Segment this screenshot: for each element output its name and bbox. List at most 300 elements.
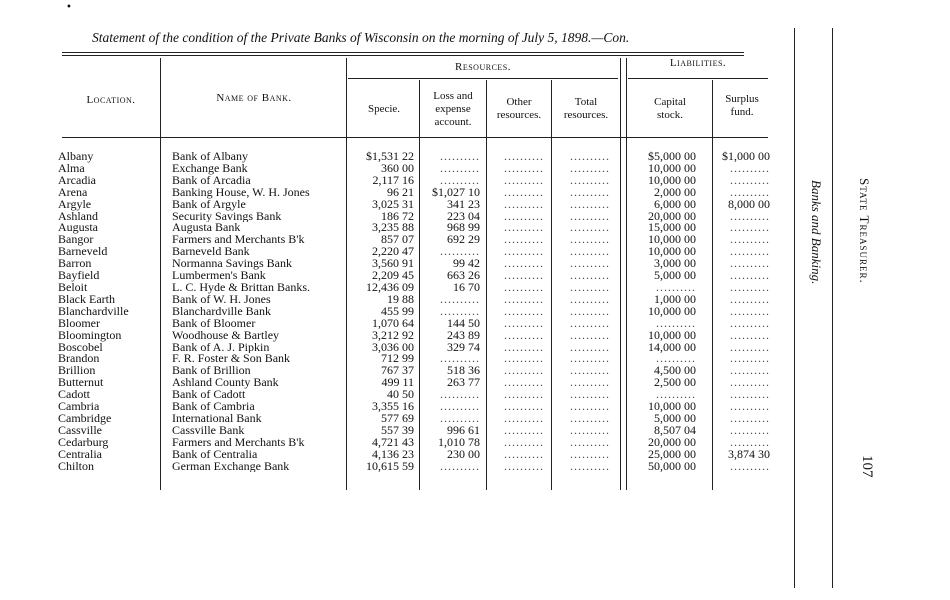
table-cell-bank: Woodhouse & Bartley (172, 329, 280, 342)
table-cell-capital-stock (610, 353, 696, 365)
table-cell-other-resources (480, 211, 544, 223)
table-row (58, 258, 770, 270)
table-cell-surplus-fund: 8,000 00 (728, 198, 770, 211)
table-cell-capital-stock (610, 318, 696, 330)
leader-dots: .......... (730, 353, 770, 366)
table-cell-total-resources (544, 187, 610, 199)
table-cell-loss-expense (414, 175, 480, 187)
table-cell-surplus-fund (696, 389, 770, 401)
table-cell-location: Cassville (58, 424, 102, 437)
table-cell-bank: F. R. Foster & Son Bank (172, 353, 291, 366)
table-row (58, 330, 770, 342)
table-row (58, 306, 770, 318)
leader-dots: .......... (570, 305, 610, 318)
table-cell-capital-stock: 10,000 00 (648, 162, 696, 175)
table-cell-surplus-fund (696, 222, 770, 234)
leader-dots: .......... (570, 389, 610, 402)
table-cell-capital-stock: 5,000 00 (654, 412, 696, 425)
table-cell-surplus-fund (696, 342, 770, 354)
table-cell-surplus-fund (696, 163, 770, 175)
table-cell-specie: 12,436 09 (366, 281, 414, 294)
leader-dots: .......... (656, 389, 696, 402)
table-cell-capital-stock: 20,000 00 (648, 436, 696, 449)
leader-dots: .......... (504, 270, 544, 282)
leader-dots: .......... (504, 401, 544, 413)
table-cell-bank: Banking House, W. H. Jones (172, 186, 310, 199)
table-cell-bank: Augusta Bank (172, 222, 241, 235)
table-cell-total-resources (544, 461, 610, 473)
table-row (58, 318, 770, 330)
table-cell-other-resources (480, 330, 544, 342)
table-cell-other-resources (480, 377, 544, 389)
table-cell-capital-stock: 2,000 00 (654, 186, 696, 199)
leader-dots: .......... (656, 353, 696, 366)
table-cell-loss-expense (414, 461, 480, 473)
header-other-resources (487, 96, 551, 122)
leader-dots: .......... (440, 412, 480, 425)
leader-dots: .......... (730, 329, 770, 342)
table-cell-location: Beloit (58, 281, 88, 294)
table-cell-surplus-fund (696, 234, 770, 246)
table-cell-capital-stock: 2,500 00 (654, 377, 696, 390)
table-cell-loss-expense (414, 163, 480, 175)
table-cell-bank: Bank of Cambria (172, 401, 255, 413)
table-cell-other-resources (480, 353, 544, 365)
table-cell-specie: 4,721 43 (372, 436, 414, 449)
table-cell-surplus-fund (696, 187, 770, 199)
table-cell-other-resources (480, 294, 544, 306)
table-row (58, 413, 770, 425)
leader-dots: .......... (570, 401, 610, 413)
header-loss-line3: account. (434, 116, 472, 128)
table-cell-loss-expense: 329 74 (447, 341, 480, 354)
header-loss-line2: expense (435, 103, 471, 115)
table-cell-location: Chilton (58, 460, 95, 473)
header-liabilities: Liabilities. (669, 57, 727, 69)
table-cell-loss-expense (414, 413, 480, 425)
table-cell-location: Argyle (58, 198, 92, 211)
table-cell-specie: 3,235 88 (372, 222, 414, 235)
leader-dots: .......... (504, 389, 544, 402)
table-cell-total-resources (544, 270, 610, 282)
table-cell-capital-stock: 14,000 00 (648, 341, 696, 354)
table-cell-surplus-fund: 3,874 30 (728, 448, 770, 461)
header-capital-line2: stock. (657, 109, 683, 121)
leader-dots: .......... (440, 305, 480, 318)
table-row (58, 270, 770, 282)
table-cell-location: Augusta (58, 222, 98, 235)
leader-dots: .......... (570, 377, 610, 390)
table-cell-loss-expense: 518 36 (447, 365, 480, 378)
table-cell-specie: 3,355 16 (372, 401, 414, 413)
leader-dots: .......... (570, 210, 610, 223)
table-cell-loss-expense: 692 29 (447, 234, 480, 247)
table-cell-loss-expense (414, 401, 480, 413)
table-row (58, 163, 770, 175)
leader-dots: .......... (730, 436, 770, 449)
leader-dots: .......... (504, 246, 544, 259)
leader-dots: .......... (504, 460, 544, 473)
table-cell-surplus-fund (696, 258, 770, 270)
leader-dots: .......... (730, 305, 770, 318)
header-other-line2: resources. (496, 109, 542, 121)
table-cell-surplus-fund (696, 306, 770, 318)
table-cell-bank: Bank of Centralia (172, 448, 258, 461)
table-cell-capital-stock: 20,000 00 (648, 210, 696, 223)
table-cell-capital-stock: 10,000 00 (648, 305, 696, 318)
table-cell-other-resources (480, 365, 544, 377)
leader-dots: .......... (730, 270, 770, 282)
table-cell-location: Ashland (58, 210, 98, 223)
table-cell-bank: Security Savings Bank (172, 210, 282, 223)
liabilities-rule (628, 78, 768, 79)
table-cell-other-resources (480, 270, 544, 282)
table-cell-bank: L. C. Hyde & Brittan Banks. (172, 281, 310, 294)
table-cell-capital-stock: 10,000 00 (648, 174, 696, 187)
table-cell-location: Centralia (58, 448, 102, 461)
table-cell-total-resources (544, 163, 610, 175)
table-cell-specie: 857 07 (381, 234, 414, 247)
table-cell-loss-expense: 996 61 (447, 424, 480, 437)
table-row (58, 199, 770, 211)
table-cell-specie: 2,117 16 (372, 174, 414, 187)
stray-mark: • (66, 2, 72, 13)
table-row (58, 246, 770, 258)
header-capital-stock (628, 96, 712, 122)
leader-dots: .......... (440, 246, 480, 259)
table-cell-location: Bloomer (58, 317, 100, 330)
table-cell-location: Butternut (58, 377, 104, 390)
table-cell-specie: 557 39 (381, 424, 414, 437)
table-cell-capital-stock: 4,500 00 (654, 365, 696, 378)
table-cell-total-resources (544, 413, 610, 425)
table-cell-location: Arcadia (58, 174, 96, 187)
table-row (58, 342, 770, 354)
table-cell-bank: Farmers and Merchants B'k (172, 234, 305, 247)
leader-dots: .......... (730, 412, 770, 425)
leader-dots: .......... (730, 281, 770, 294)
leader-dots: .......... (440, 293, 480, 306)
header-total-line2: resources. (563, 109, 609, 121)
table-cell-loss-expense: 263 77 (447, 377, 480, 390)
table-cell-bank: Farmers and Merchants B'k (172, 436, 305, 449)
table-cell-other-resources (480, 461, 544, 473)
leader-dots: .......... (730, 186, 770, 199)
leader-dots: .......... (730, 258, 770, 271)
table-cell-capital-stock: $5,000 00 (648, 151, 696, 163)
table-cell-specie: 4,136 23 (372, 448, 414, 461)
table-cell-other-resources (480, 306, 544, 318)
table-cell-bank: International Bank (172, 412, 262, 425)
leader-dots: .......... (440, 162, 480, 175)
table-cell-specie: 96 21 (387, 186, 414, 199)
table-cell-surplus-fund (696, 377, 770, 389)
table-cell-specie: 767 37 (381, 365, 414, 378)
page-edge-rule-2 (832, 28, 833, 588)
table-cell-total-resources (544, 294, 610, 306)
table-row (58, 282, 770, 294)
table-cell-bank: Ashland County Bank (172, 377, 279, 390)
table-cell-specie: 360 00 (381, 162, 414, 175)
table-row (58, 377, 770, 389)
table-cell-other-resources (480, 449, 544, 461)
header-total-resources (552, 96, 620, 122)
leader-dots: .......... (730, 293, 770, 306)
table-cell-surplus-fund (696, 246, 770, 258)
table-cell-specie: 2,209 45 (372, 270, 414, 282)
header-bottom-rule (62, 137, 768, 138)
table-cell-capital-stock: 10,000 00 (648, 234, 696, 247)
table-cell-other-resources (480, 437, 544, 449)
table-cell-capital-stock: 6,000 00 (654, 198, 696, 211)
leader-dots: .......... (570, 281, 610, 294)
leader-dots: .......... (570, 365, 610, 378)
table-cell-total-resources (544, 437, 610, 449)
table-cell-other-resources (480, 282, 544, 294)
leader-dots: .......... (730, 234, 770, 247)
header-name-of-bank: Name of Bank. (216, 92, 292, 104)
table-row (58, 389, 770, 401)
leader-dots: .......... (570, 341, 610, 354)
table-cell-loss-expense: 663 26 (447, 270, 480, 282)
leader-dots: .......... (504, 341, 544, 354)
page-edge-rule (794, 28, 795, 588)
table-cell-specie: 3,560 91 (372, 258, 414, 271)
table-cell-total-resources (544, 330, 610, 342)
leader-dots: .......... (730, 222, 770, 235)
table-cell-location: Albany (58, 151, 94, 163)
table-row (58, 151, 770, 163)
leader-dots: .......... (730, 210, 770, 223)
table-cell-specie: 3,036 00 (372, 341, 414, 354)
table-cell-bank: Bank of Bloomer (172, 317, 256, 330)
table-cell-loss-expense (414, 246, 480, 258)
table-row (58, 353, 770, 365)
leader-dots: .......... (570, 329, 610, 342)
table-cell-surplus-fund (696, 282, 770, 294)
leader-dots: .......... (570, 174, 610, 187)
table-cell-total-resources (544, 282, 610, 294)
table-cell-specie: 19 88 (387, 293, 414, 306)
table-cell-loss-expense: 223 04 (447, 210, 480, 223)
table-cell-total-resources (544, 365, 610, 377)
table-cell-location: Blanchardville (58, 305, 129, 318)
leader-dots: .......... (570, 353, 610, 366)
table-cell-other-resources (480, 342, 544, 354)
table-cell-specie: 1,070 64 (372, 317, 414, 330)
table-cell-location: Bloomington (58, 329, 122, 342)
table-cell-other-resources (480, 425, 544, 437)
leader-dots: .......... (570, 198, 610, 211)
table-cell-total-resources (544, 353, 610, 365)
table-cell-specie: $1,531 22 (366, 151, 414, 163)
leader-dots: .......... (504, 293, 544, 306)
table-cell-loss-expense (414, 306, 480, 318)
table-cell-loss-expense: 144 50 (447, 317, 480, 330)
table-cell-other-resources (480, 258, 544, 270)
table-cell-loss-expense: 341 23 (447, 198, 480, 211)
table-cell-bank: Bank of Albany (172, 151, 248, 163)
leader-dots: .......... (570, 151, 610, 163)
table-cell-surplus-fund (696, 353, 770, 365)
table-cell-surplus-fund (696, 365, 770, 377)
leader-dots: .......... (504, 305, 544, 318)
table-cell-total-resources (544, 318, 610, 330)
leader-dots: .......... (504, 234, 544, 247)
header-other-line1: Other (506, 96, 532, 108)
leader-dots: .......... (504, 162, 544, 175)
table-cell-specie: 3,212 92 (372, 329, 414, 342)
leader-dots: .......... (440, 389, 480, 402)
table-cell-other-resources (480, 151, 544, 163)
resources-rule (348, 78, 618, 79)
table-cell-other-resources (480, 199, 544, 211)
table-cell-specie: 186 72 (381, 210, 414, 223)
table-row (58, 222, 770, 234)
table-cell-total-resources (544, 342, 610, 354)
leader-dots: .......... (440, 174, 480, 187)
table-cell-surplus-fund (696, 461, 770, 473)
leader-dots: .......... (570, 317, 610, 330)
leader-dots: .......... (570, 412, 610, 425)
table-cell-surplus-fund (696, 437, 770, 449)
leader-dots: .......... (570, 424, 610, 437)
table-cell-bank: Exchange Bank (172, 162, 248, 175)
table-row (58, 187, 770, 199)
leader-dots: .......... (504, 281, 544, 294)
table-cell-loss-expense: 1,010 78 (438, 436, 480, 449)
table-cell-specie: 577 69 (381, 412, 414, 425)
header-capital-line1: Capital (654, 96, 686, 108)
table-row (58, 211, 770, 223)
leader-dots: .......... (504, 258, 544, 271)
table-cell-bank: Bank of Argyle (172, 198, 246, 211)
table-cell-location: Alma (58, 162, 85, 175)
header-surplus-fund (713, 93, 771, 119)
header-loss-line1: Loss and (433, 90, 473, 102)
table-row (58, 175, 770, 187)
table-cell-location: Bayfield (58, 270, 100, 282)
table-cell-total-resources (544, 211, 610, 223)
table-cell-capital-stock: 10,000 00 (648, 401, 696, 413)
table-cell-total-resources (544, 306, 610, 318)
table-cell-capital-stock: 3,000 00 (654, 258, 696, 271)
leader-dots: .......... (504, 198, 544, 211)
table-row (58, 294, 770, 306)
leader-dots: .......... (656, 317, 696, 330)
table-row (58, 234, 770, 246)
table-cell-surplus-fund (696, 401, 770, 413)
banks-table (58, 151, 770, 472)
table-cell-other-resources (480, 389, 544, 401)
leader-dots: .......... (504, 222, 544, 235)
leader-dots: .......... (730, 424, 770, 437)
leader-dots: .......... (504, 377, 544, 390)
table-cell-total-resources (544, 258, 610, 270)
table-cell-bank: Blanchardville Bank (172, 305, 271, 318)
table-cell-capital-stock (610, 389, 696, 401)
table-cell-bank: Bank of W. H. Jones (172, 293, 271, 306)
table-cell-loss-expense (414, 151, 480, 163)
leader-dots: .......... (504, 186, 544, 199)
table-row (58, 401, 770, 413)
table-cell-total-resources (544, 222, 610, 234)
table-cell-surplus-fund (696, 175, 770, 187)
table-cell-bank: Lumbermen's Bank (172, 270, 266, 282)
table-cell-capital-stock: 8,507 04 (654, 424, 696, 437)
leader-dots: .......... (440, 401, 480, 413)
leader-dots: .......... (504, 174, 544, 187)
table-cell-specie: 499 11 (381, 377, 414, 390)
table-cell-specie: 40 50 (387, 389, 414, 402)
table-cell-location: Barneveld (58, 246, 108, 259)
table-cell-loss-expense: 968 99 (447, 222, 480, 235)
table-row (58, 425, 770, 437)
leader-dots: .......... (570, 222, 610, 235)
table-cell-total-resources (544, 151, 610, 163)
table-cell-capital-stock: 10,000 00 (648, 246, 696, 259)
table-cell-specie: 455 99 (381, 305, 414, 318)
table-cell-other-resources (480, 175, 544, 187)
leader-dots: .......... (570, 460, 610, 473)
leader-dots: .......... (504, 210, 544, 223)
leader-dots: .......... (570, 436, 610, 449)
table-cell-other-resources (480, 246, 544, 258)
table-cell-surplus-fund: $1,000 00 (722, 151, 770, 163)
header-surplus-line2: fund. (730, 106, 754, 118)
table-cell-other-resources (480, 413, 544, 425)
table-cell-loss-expense: 243 89 (447, 329, 480, 342)
table-cell-loss-expense (414, 294, 480, 306)
leader-dots: .......... (570, 162, 610, 175)
table-row (58, 449, 770, 461)
table-row (58, 461, 770, 473)
table-cell-total-resources (544, 389, 610, 401)
table-cell-bank: Bank of Cadott (172, 389, 246, 402)
table-cell-location: Brillion (58, 365, 96, 378)
leader-dots: .......... (570, 448, 610, 461)
table-cell-bank: Bank of Brillion (172, 365, 251, 378)
leader-dots: .......... (656, 281, 696, 294)
leader-dots: .......... (730, 162, 770, 175)
table-cell-total-resources (544, 449, 610, 461)
leader-dots: .......... (440, 353, 480, 366)
table-cell-surplus-fund (696, 425, 770, 437)
leader-dots: .......... (730, 401, 770, 413)
leader-dots: .......... (730, 341, 770, 354)
table-cell-specie: 2,220 47 (372, 246, 414, 259)
table-cell-bank: Bank of Arcadia (172, 174, 251, 187)
table-row (58, 437, 770, 449)
running-head-treasurer: State Treasurer. (857, 178, 872, 284)
table-cell-loss-expense: 99 42 (453, 258, 480, 271)
table-cell-bank: Cassville Bank (172, 424, 245, 437)
table-cell-loss-expense (414, 389, 480, 401)
table-cell-total-resources (544, 401, 610, 413)
table-cell-bank: Normanna Savings Bank (172, 258, 292, 271)
table-cell-other-resources (480, 318, 544, 330)
table-cell-other-resources (480, 234, 544, 246)
table-cell-capital-stock: 10,000 00 (648, 329, 696, 342)
table-cell-capital-stock: 15,000 00 (648, 222, 696, 235)
header-total-line1: Total (574, 96, 598, 108)
table-cell-loss-expense (414, 353, 480, 365)
table-cell-bank: German Exchange Bank (172, 460, 290, 473)
table-cell-capital-stock: 50,000 00 (648, 460, 696, 473)
table-cell-other-resources (480, 222, 544, 234)
leader-dots: .......... (504, 436, 544, 449)
header-specie: Specie. (367, 103, 401, 115)
